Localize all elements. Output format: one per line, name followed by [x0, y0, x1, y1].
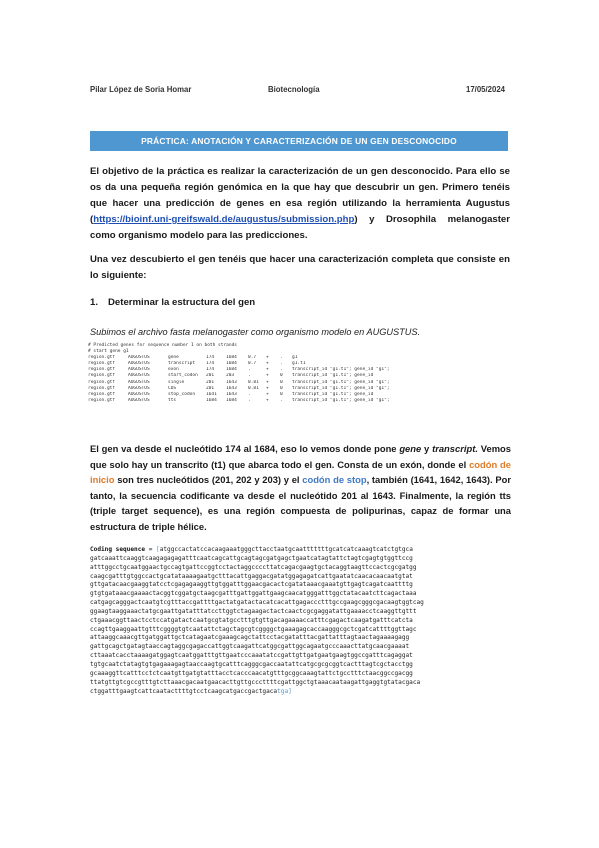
augustus-cell: +: [266, 355, 269, 361]
coding-line: [90, 634, 511, 643]
augustus-cell: tts: [168, 397, 177, 403]
augustus-cell: 201: [206, 373, 215, 379]
augustus-cell: 0: [280, 379, 283, 385]
augustus-cell: 0: [280, 391, 283, 397]
coding-line-text: cttaaatcacctaaaagatggagtcaatggatttgttgaatcccaaatatccgattgttgatgaatgaagtggccgatttcagaggat: [90, 652, 413, 660]
augustus-cell: .: [280, 397, 283, 403]
augustus-cell: +: [266, 397, 269, 403]
coding-first-line: [90, 546, 511, 555]
section-heading: [90, 297, 255, 308]
section-number: 1.: [90, 297, 99, 308]
augustus-comment: # start gene g1: [88, 349, 129, 355]
desc-text: y: [421, 443, 433, 454]
augustus-cell: region.gtf: [88, 391, 116, 397]
augustus-cell: +: [266, 385, 269, 391]
start-codon-highlight: codón de inicio: [90, 458, 511, 486]
augustus-cell: .: [248, 397, 251, 403]
augustus-cell: +: [266, 361, 269, 367]
intro-text-1: El objetivo de la práctica es realizar la caracterización de un gen desconocido. Para ello se os da una pequeña región genómica en la que hay que descubrir un gen. Primero tenéis que hacer una predicción de genes en esa región utilizando la herramienta Augustus (: [90, 166, 510, 225]
coding-line: [90, 661, 511, 670]
coding-line: [90, 617, 511, 626]
augustus-cell: 0.7: [248, 355, 257, 361]
augustus-cell: transcript_id "g1.t1"; gene_id "g1";: [292, 367, 390, 373]
desc-text: , también (1641, 1642, 1643). Por tanto, la secuencia codificante va desde el nucleótido 201 al 1643. Finalmente, la región tts (triple target sequence), es una región compuesta de polipurinas, capaz de formar una estructura de triple hélice.: [90, 474, 511, 532]
augustus-cell: 0: [280, 373, 283, 379]
augustus-cell: 1643: [226, 391, 237, 397]
augustus-cell: AUGUSTUS: [128, 361, 150, 367]
augustus-cell: 1684: [206, 397, 217, 403]
augustus-cell: g1.t1: [292, 361, 306, 367]
augustus-cell: CDS: [168, 385, 177, 391]
header-subject: Biotecnología: [268, 85, 320, 94]
augustus-cell: start_codon: [168, 373, 198, 379]
augustus-cell: 1684: [226, 367, 237, 373]
augustus-cell: region.gtf: [88, 367, 116, 373]
augustus-cell: .: [248, 373, 251, 379]
augustus-cell: 0.7: [248, 361, 257, 367]
augustus-cell: +: [266, 373, 269, 379]
augustus-cell: 0: [280, 385, 283, 391]
augustus-cell: 1684: [226, 397, 237, 403]
coding-line-text: ttatgttgtcgccgtttgtcttaaacgacaatgaacacttgttgcccttttcgattggctgtaaacaataagattgaggtgtatacgaca: [90, 678, 421, 686]
augustus-cell: transcript_id "g1.t1"; gene_id "g1";: [292, 397, 390, 403]
desc-gene-word: gene: [399, 443, 422, 454]
augustus-link[interactable]: https://bioinf.uni-greifswald.de/augustus/submission.php: [93, 214, 355, 225]
augustus-cell: exon: [168, 367, 179, 373]
augustus-cell: 0.81: [248, 385, 259, 391]
intro-paragraph: [90, 164, 510, 244]
desc-text: son tres nucleótidos (201, 202 y 203) y el: [114, 474, 303, 486]
coding-line: [90, 573, 511, 582]
augustus-cell: 1684: [226, 361, 237, 367]
augustus-cell: .: [280, 361, 283, 367]
augustus-output: [88, 343, 511, 414]
section-label: Determinar la estructura del gen: [108, 297, 256, 308]
augustus-cell: stop_codon: [168, 391, 196, 397]
coding-line: [90, 626, 511, 635]
coding-line-text: ctggatttgaagtcattcaatacttttgtcctcaagcatgaccgactgaca: [90, 687, 278, 695]
coding-line: [90, 643, 511, 652]
augustus-cell: +: [266, 379, 269, 385]
desc-text: Vemos que solo hay un transcrito (t1) que abarca todo el gen. Consta de un exón, donde el: [90, 443, 511, 470]
coding-line: [90, 679, 511, 688]
augustus-comment: # Predicted genes for sequence number 1 on both strands: [88, 343, 238, 348]
augustus-subtitle: Subimos el archivo fasta melanogaster como organismo modelo en AUGUSTUS.: [90, 327, 421, 337]
augustus-cell: AUGUSTUS: [128, 367, 150, 373]
coding-line: [90, 652, 511, 661]
coding-lines: [90, 555, 511, 697]
augustus-cell: 201: [206, 385, 215, 391]
header-author: Pilar López de Soria Homar: [90, 85, 192, 94]
augustus-rows: [88, 355, 511, 404]
coding-label: Coding sequence: [90, 546, 146, 553]
coding-sep: =: [145, 546, 157, 553]
coding-line-text: gtgtgataaacgaaaactacggtcggatgctaagcgatttgattggattgaagcaacatgggatttggctatacaatcttcagactaaa: [90, 590, 417, 598]
augustus-cell: 1641: [206, 391, 217, 397]
augustus-cell: 0.81: [248, 379, 259, 385]
augustus-cell: single: [168, 379, 185, 385]
augustus-cell: AUGUSTUS: [128, 379, 150, 385]
augustus-cell: transcript_id "g1.t1"; gene_id: [292, 391, 374, 397]
coding-line-text: atttggcctgcaatggaactgccagtgattccggtcctactaggccccttatcagacgaagtgctacaggtaagttccactcgcgatgg: [90, 563, 417, 571]
augustus-cell: region.gtf: [88, 361, 116, 367]
augustus-cell: region.gtf: [88, 397, 116, 403]
augustus-cell: .: [280, 367, 283, 373]
coding-line-text: tgtgcaatctatagtgtgagaaagagtaaccaagtgcatttcagggcgaccaatattcatgcgcgcggtcactttagtcgctacctgg: [90, 660, 413, 668]
augustus-cell: transcript_id "g1.t1"; gene_id: [292, 373, 374, 379]
header-date: 17/05/2024: [466, 85, 506, 94]
coding-line-text: gattgcagctgatagtaaccagtaggcgagaccattggtcaagattcatggcgattggcagaatgcccaaacttatgcaacgaaaat: [90, 643, 410, 651]
augustus-cell: .: [248, 391, 251, 397]
augustus-cell: 174: [206, 367, 215, 373]
augustus-cell: transcript: [168, 361, 196, 367]
augustus-cell: AUGUSTUS: [128, 385, 150, 391]
augustus-cell: 1684: [226, 355, 237, 361]
coding-line: [90, 590, 511, 599]
augustus-cell: region.gtf: [88, 385, 116, 391]
coding-line-text: attaaggcaaacgttgatggattgctcatagaatcgaaagcagctattcctacgatatttacgattatttagtaactagaaaagagg: [90, 634, 410, 642]
coding-close-bracket: tga]: [277, 687, 292, 695]
augustus-cell: 1643: [226, 385, 237, 391]
augustus-cell: 201: [206, 379, 215, 385]
augustus-cell: gene: [168, 355, 179, 361]
augustus-cell: g1: [292, 355, 298, 361]
coding-line-text: gcaaaggttcatttcctctcaatgttgatgtatttacctcacccaacatgtttgcggcaaagtattctgcctttctaacggccgacgg: [90, 669, 413, 677]
coding-line: [90, 670, 511, 679]
augustus-cell: AUGUSTUS: [128, 397, 150, 403]
coding-line-text: ggaagtaaggaaactatgcgaattgatatttatccttggtctagaagactactcaactcgcgaggatattgaaaacctcaaggttgttt: [90, 607, 417, 615]
coding-line-text: gatcaaattcaaggtcaagagagagatttcaatcagcattgcagtagcgatgagctgaatcatagtattctagtcgagtgtggttccg: [90, 554, 413, 562]
augustus-cell: region.gtf: [88, 355, 116, 361]
augustus-cell: +: [266, 367, 269, 373]
coding-line: [90, 581, 511, 590]
augustus-row: [88, 398, 511, 404]
coding-open-bracket: [: [156, 546, 160, 553]
practice-title: PRÁCTICA: ANOTACIÓN Y CARACTERIZACIÓN DE UN GEN DESCONOCIDO: [90, 131, 508, 151]
coding-line: atggccactatccacaagaaatgggcttacctaatgcaatttttttgcatcatcaaagtcatctgtgca: [159, 546, 413, 553]
augustus-cell: 174: [206, 355, 215, 361]
augustus-cell: region.gtf: [88, 373, 116, 379]
gene-description: [90, 441, 511, 535]
coding-line-text: catgagcagggactcaatgtcgtttaccgattttgactatgatactacatcacattgagaccctttgccgaagcgggcgacaagtggtcag: [90, 599, 424, 607]
stop-codon-highlight: codón de stop: [302, 474, 367, 486]
coding-line-text: ccagttgaaggaattgtttcggggtgtcaatattctagctagcgtcggggctgaaagagcaccaagggcgctcgatcattttggttagc: [90, 625, 417, 633]
augustus-cell: 1643: [226, 379, 237, 385]
augustus-cell: AUGUSTUS: [128, 373, 150, 379]
coding-line-text: ctgaaacggttaactcctccatgatactcaatgcgtatgcctttgtgttgacagaaaaccatttcgagactcaagatgatttcatcta: [90, 616, 413, 624]
augustus-cell: 174: [206, 361, 215, 367]
intro-text-2: ) y Drosophila melanogaster como organismo modelo para las predicciones.: [90, 214, 510, 241]
augustus-cell: .: [280, 355, 283, 361]
augustus-cell: +: [266, 391, 269, 397]
coding-sequence-block: [90, 546, 511, 696]
coding-line: [90, 688, 511, 697]
augustus-cell: .: [248, 367, 251, 373]
coding-line: [90, 608, 511, 617]
augustus-cell: transcript_id "g1.t1"; gene_id "g1";: [292, 379, 390, 385]
augustus-cell: AUGUSTUS: [128, 391, 150, 397]
augustus-cell: 203: [226, 373, 235, 379]
intro-paragraph-2: Una vez descubierto el gen tenéis que hacer una caracterización completa que consiste en lo siguiente:: [90, 254, 510, 281]
coding-line-text: gttgatacaacgaaggtatcctcgagagaaggttgtggatttggaacgacactcgatataaacgaaatgttgagtcagatcaattttg: [90, 581, 413, 589]
augustus-cell: region.gtf: [88, 379, 116, 385]
augustus-cell: AUGUSTUS: [128, 355, 150, 361]
coding-line: [90, 564, 511, 573]
coding-line: [90, 555, 511, 564]
desc-transcript-word: transcript.: [432, 443, 478, 454]
coding-line: [90, 599, 511, 608]
desc-text: El gen va desde el nucleótido 174 al 1684, eso lo vemos donde pone: [90, 443, 400, 454]
augustus-cell: transcript_id "g1.t1"; gene_id "g1";: [292, 385, 390, 391]
coding-line-text: caagcgatttgtggccactgcatataaaagaatgctttacattgaggacgatatggagagatcattgaatatcaacacaacaatgtat: [90, 572, 413, 580]
